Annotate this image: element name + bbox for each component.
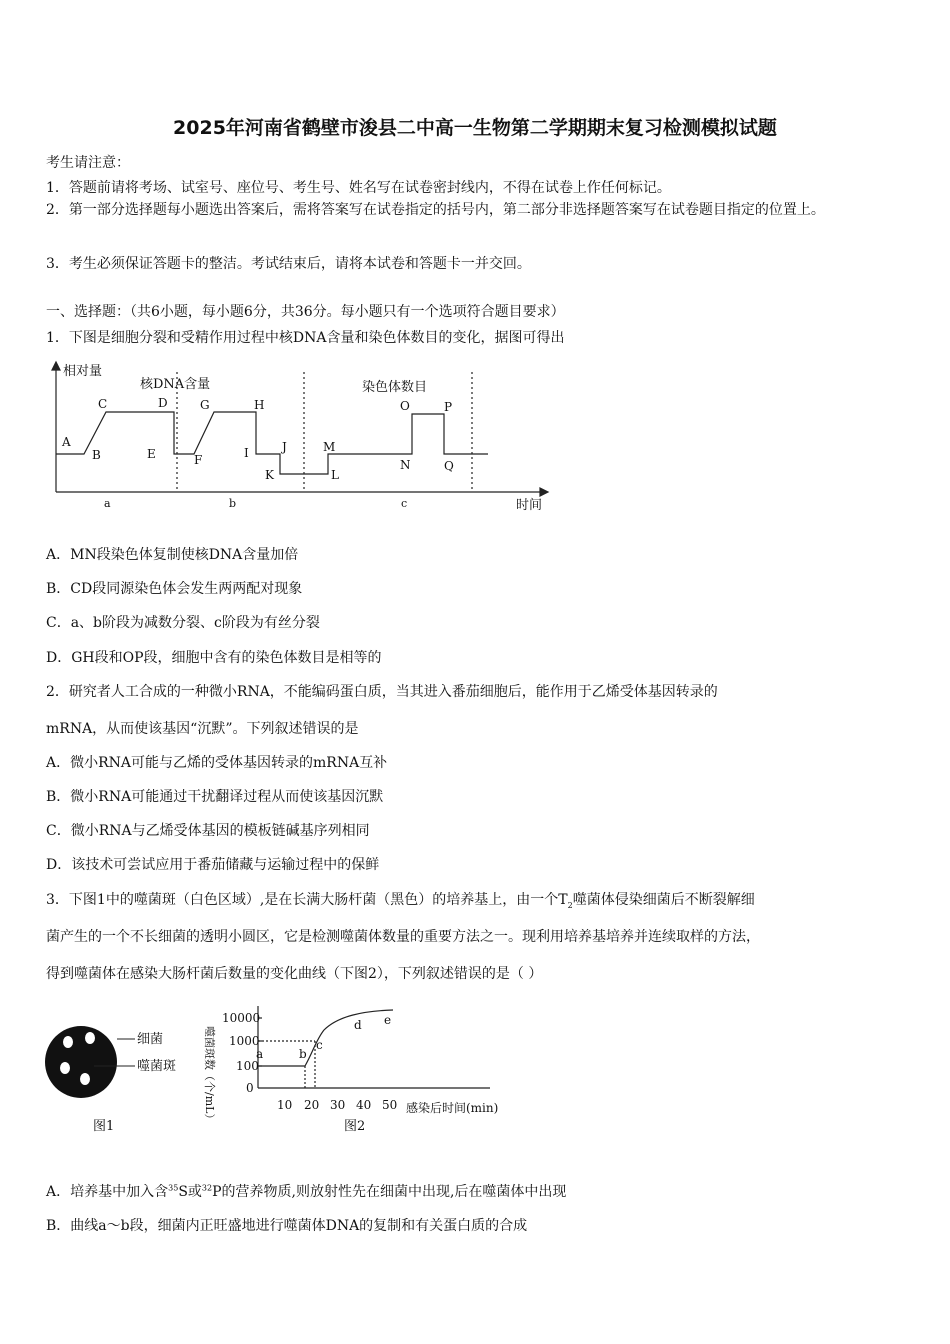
point-L: L bbox=[331, 468, 339, 482]
point-J: J bbox=[282, 440, 287, 454]
f2-ylabel: 噬菌斑数（个/mL） bbox=[203, 1026, 216, 1125]
y-axis-arrow bbox=[52, 362, 60, 370]
point-G: G bbox=[200, 398, 210, 412]
q3-stem-line1 bbox=[46, 889, 755, 910]
q3-option-a-part2: S或 bbox=[178, 1184, 202, 1200]
notice-item-1: 1．答题前请将考场、试室号、座位号、考生号、姓名写在试卷密封线内，不得在试卷上作任何标记。 bbox=[46, 180, 671, 196]
label-plaque: 噬菌斑 bbox=[137, 1059, 177, 1074]
point-N: N bbox=[400, 458, 411, 472]
q1-stem: 1．下图是细胞分裂和受精作用过程中核DNA含量和染色体数目的变化，据图可得出 bbox=[46, 330, 565, 346]
fig1-caption: 图1 bbox=[93, 1119, 115, 1134]
point-P: P bbox=[444, 400, 453, 414]
q3-option-b: B．曲线a～b段，细菌内正旺盛地进行噬菌体DNA的复制和有关蛋白质的合成 bbox=[46, 1218, 528, 1234]
fig1-xlabel: 时间 bbox=[516, 498, 543, 513]
q2-stem-line2: mRNA，从而使该基因“沉默”。下列叙述错误的是 bbox=[46, 721, 359, 737]
curve-label-d: d bbox=[354, 1018, 362, 1032]
q3-option-a bbox=[46, 1181, 566, 1201]
q2-option-d: D．该技术可尝试应用于番茄储藏与运输过程中的保鲜 bbox=[46, 857, 380, 873]
q1-option-b: B．CD段同源染色体会发生两两配对现象 bbox=[46, 581, 303, 597]
point-O: O bbox=[400, 399, 410, 413]
point-Q: Q bbox=[444, 459, 454, 473]
q3-figure2 bbox=[188, 1002, 508, 1144]
x-axis-arrow bbox=[540, 488, 548, 496]
plaque-2 bbox=[85, 1032, 95, 1044]
f2-xtick-30: 30 bbox=[330, 1098, 346, 1112]
notice-item-2: 2．第一部分选择题每小题选出答案后，需将答案写在试卷指定的括号内，第二部分非选择题答案写在试卷题目指定的位置上。 bbox=[46, 202, 825, 218]
fig1-ylabel: 相对量 bbox=[63, 364, 103, 379]
q3-option-a-part1: A．培养基中加入含 bbox=[46, 1184, 169, 1200]
f2-xtick-20: 20 bbox=[304, 1098, 320, 1112]
point-B: B bbox=[92, 448, 101, 462]
point-H: H bbox=[254, 398, 265, 412]
petri-dish bbox=[45, 1026, 117, 1098]
q3-option-a-sup2: 32 bbox=[201, 1183, 213, 1193]
f2-ytick-100: 100 bbox=[236, 1059, 259, 1073]
section-heading: 一、选择题：（共6小题，每小题6分，共36分。每小题只有一个选项符合题目要求） bbox=[46, 304, 565, 320]
q3-stem-part-b: 噬菌体侵染细菌后不断裂解细 bbox=[572, 892, 755, 908]
point-D: D bbox=[158, 396, 168, 410]
q2-option-b: B．微小RNA可能通过干扰翻译过程从而使该基因沉默 bbox=[46, 789, 384, 805]
curve-label-e: e bbox=[384, 1013, 392, 1027]
point-C: C bbox=[98, 397, 108, 411]
q3-stem-part-a: 3．下图1中的噬菌斑（白色区域）,是在长满大肠杆菌（黑色）的培养基上，由一个T bbox=[46, 892, 568, 908]
q3-option-a-sup1: 35 bbox=[168, 1183, 179, 1193]
growth-curve bbox=[258, 1010, 393, 1066]
q3-stem-line3: 得到噬菌体在感染大肠杆菌后数量的变化曲线（下图2），下列叙述错误的是（ ） bbox=[46, 966, 543, 982]
stage-c: c bbox=[401, 497, 408, 510]
plaque-4 bbox=[80, 1073, 90, 1085]
q1-option-d: D．GH段和OP段，细胞中含有的染色体数目是相等的 bbox=[46, 650, 382, 666]
point-A: A bbox=[62, 435, 71, 449]
plaque-1 bbox=[63, 1036, 73, 1048]
f2-ytick-1000: 1000 bbox=[229, 1034, 260, 1048]
page-title: 2025年河南省鹤壁市浚县二中高一生物第二学期期末复习检测模拟试题 bbox=[173, 117, 777, 139]
fig1-label-dna: 核DNA含量 bbox=[140, 377, 211, 392]
f2-ytick-10000: 10000 bbox=[222, 1011, 261, 1025]
fig1-label-chrom: 染色体数目 bbox=[362, 380, 428, 395]
stage-a: a bbox=[104, 497, 111, 510]
q1-option-a: A．MN段染色体复制使核DNA含量加倍 bbox=[46, 547, 299, 563]
curve-label-b: b bbox=[299, 1047, 307, 1061]
q1-figure bbox=[46, 358, 556, 518]
notice-item-3: 3．考生必须保证答题卡的整洁。考试结束后，请将本试卷和答题卡一并交回。 bbox=[46, 256, 531, 272]
q2-option-a: A．微小RNA可能与乙烯的受体基因转录的mRNA互补 bbox=[46, 755, 388, 771]
q3-option-a-part3: P的营养物质,则放射性先在细菌中出现,后在噬菌体中出现 bbox=[212, 1184, 567, 1200]
plaque-3 bbox=[60, 1062, 70, 1074]
point-F: F bbox=[194, 453, 203, 467]
notice-heading: 考生请注意： bbox=[46, 155, 130, 171]
point-K: K bbox=[265, 468, 274, 482]
f2-xtick-10: 10 bbox=[277, 1098, 293, 1112]
fig2-caption: 图2 bbox=[344, 1119, 366, 1134]
f2-xtick-40: 40 bbox=[356, 1098, 372, 1112]
q1-option-c: C．a、b阶段为减数分裂、c阶段为有丝分裂 bbox=[46, 615, 320, 631]
point-E: E bbox=[147, 447, 156, 461]
point-M: M bbox=[323, 440, 336, 454]
curve-label-c: c bbox=[316, 1038, 323, 1052]
q3-stem-subscript: 2 bbox=[567, 900, 573, 910]
q3-stem-line2: 菌产生的一个不长细菌的透明小圆区，它是检测噬菌体数量的重要方法之一。现利用培养基培养并连续取样的方法， bbox=[46, 929, 760, 945]
f2-xlabel: 感染后时间(min) bbox=[406, 1101, 499, 1115]
dna-curve bbox=[56, 412, 488, 474]
curve-label-a: a bbox=[256, 1047, 264, 1061]
f2-ytick-0: 0 bbox=[246, 1081, 254, 1095]
point-I: I bbox=[244, 446, 249, 460]
q2-stem-line1: 2．研究者人工合成的一种微小RNA，不能编码蛋白质，当其进入番茄细胞后，能作用于乙烯受体基因转录的 bbox=[46, 684, 718, 700]
q2-option-c: C．微小RNA与乙烯受体基因的模板链碱基序列相同 bbox=[46, 823, 370, 839]
label-bacteria: 细菌 bbox=[137, 1032, 164, 1047]
f2-xtick-50: 50 bbox=[382, 1098, 398, 1112]
stage-b: b bbox=[229, 497, 237, 510]
q3-figure1 bbox=[44, 1012, 194, 1142]
